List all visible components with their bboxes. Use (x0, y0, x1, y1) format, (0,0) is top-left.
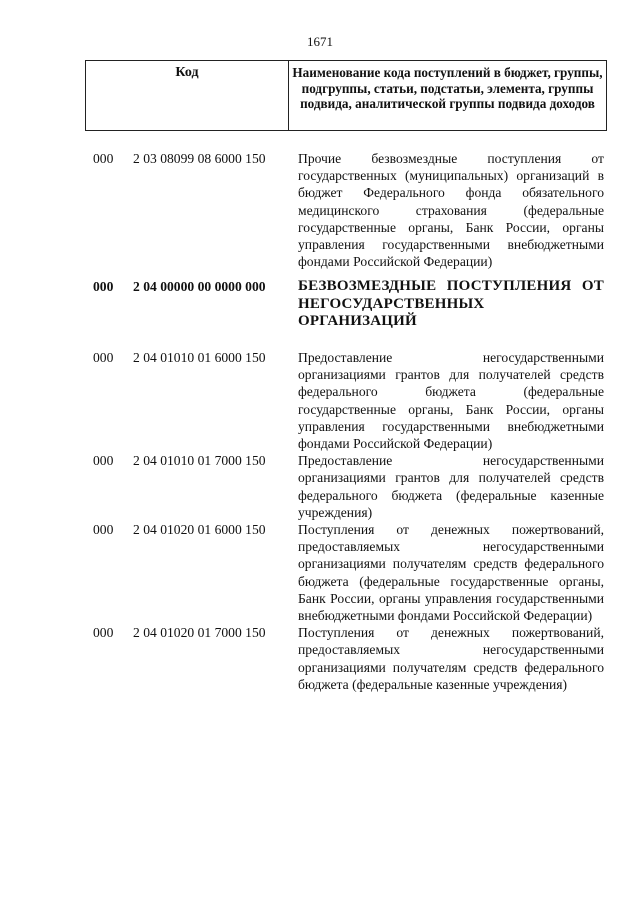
revenue-name: БЕЗВОЗМЕЗДНЫЕ ПОСТУПЛЕНИЯ ОТ НЕГОСУДАРСТВЕННЫХ ОРГАНИЗАЦИЙ (298, 278, 604, 330)
header-code-label: Код (86, 61, 289, 130)
table-row-heading (93, 278, 607, 331)
revenue-code: 2 03 08099 08 6000 150 (133, 151, 266, 166)
revenue-code: 2 04 00000 00 0000 000 (133, 279, 266, 295)
table-row (93, 624, 607, 693)
admin-code: 000 (93, 151, 114, 166)
revenue-code: 2 04 01010 01 6000 150 (133, 349, 266, 365)
revenue-name: Предоставление негосударственными организациями грантов для получателей средств федерального бюджета (федеральные казенные учреждения) (298, 453, 604, 520)
admin-code: 000 (93, 625, 114, 641)
table-row (93, 452, 607, 521)
revenue-code: 2 04 01010 01 7000 150 (133, 453, 266, 469)
revenue-code: 2 04 01020 01 7000 150 (133, 625, 266, 641)
revenue-code: 2 04 01020 01 6000 150 (133, 521, 266, 537)
table-row (93, 349, 607, 452)
admin-code: 000 (93, 349, 114, 365)
table-header (85, 60, 607, 131)
admin-code: 000 (93, 279, 114, 295)
page-number: 1671 (307, 34, 333, 49)
header-name-label: Наименование кода поступлений в бюджет, группы, подгруппы, статьи, подстатьи, элемента, группы подвида, аналитической группы подвида доходов (292, 65, 603, 111)
revenue-name: Прочие безвозмездные поступления от государственных (муниципальных) организаций в бюджет Федерального фонда обязательного медицинского страхования (федеральные государственные органы, Банк России, органы управления государственными внебюджетными фондами Российской Федерации) (298, 151, 604, 270)
table-row (93, 150, 607, 270)
revenue-name: Предоставление негосударственными организациями грантов для получателей средств федерального бюджета (федеральные государственные органы, Банк России, органы управления государственными внебюджетными фондами Российской Федерации) (298, 349, 604, 451)
admin-code: 000 (93, 521, 114, 537)
admin-code: 000 (93, 453, 114, 469)
revenue-name: Поступления от денежных пожертвований, предоставляемых негосударственными организациями получателям средств федерального бюджета (федеральные казенные учреждения) (298, 625, 604, 692)
revenue-name: Поступления от денежных пожертвований, предоставляемых негосударственными организациями получателям средств федерального бюджета (федеральные государственные органы, Банк России, органы управления государственными внебюджетными фондами Российской Федерации) (298, 521, 604, 623)
table-body (93, 150, 607, 693)
table-row (93, 521, 607, 624)
